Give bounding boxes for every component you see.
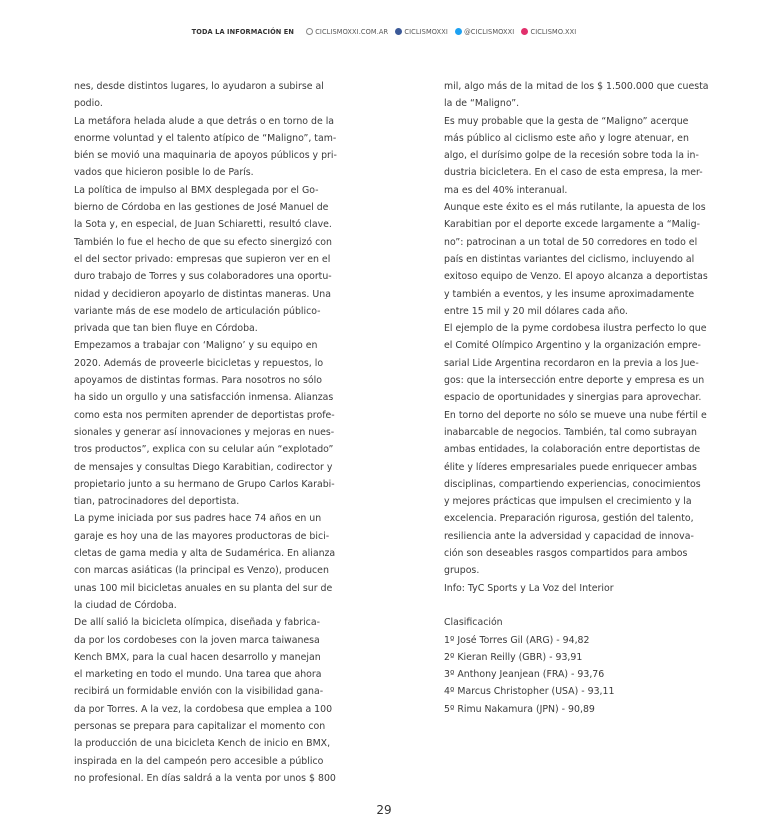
twitter-link[interactable]	[455, 28, 514, 36]
text-line: inspirada en la del campeón pero accesible a público	[74, 755, 324, 767]
text-line: excelencia. Preparación rigurosa, gestión del talento,	[444, 513, 694, 525]
text-line: bién se movió una maquinaria de apoyos públicos y pri-	[74, 150, 337, 162]
text-line: da por los cordobeses con la joven marca taiwanesa	[74, 634, 320, 646]
text-line: inabarcable de negocios. También, tal como subrayan	[444, 426, 697, 438]
text-line: algo, el durísimo golpe de la recesión sobre toda la in-	[444, 150, 699, 162]
text-line: nes, desde distintos lugares, lo ayudaron a subirse al	[74, 81, 324, 92]
text-line: tros productos”, explica con su celular aún “explotado”	[74, 444, 334, 456]
text-line: entre 15 mil y 20 mil dólares cada año.	[444, 305, 628, 317]
text-line: el marketing en todo el mundo. Una tarea que ahora	[74, 669, 322, 681]
text-line: La pyme iniciada por sus padres hace 74 años en un	[74, 513, 322, 525]
text-line: da por Torres. A la vez, la cordobesa que emplea a 100	[74, 703, 333, 715]
page-header	[0, 27, 768, 37]
facebook-icon	[395, 28, 402, 35]
text-line: el del sector privado: empresas que supieron ver en el	[74, 253, 331, 265]
text-line: ambas entidades, la colaboración entre deportistas de	[444, 444, 701, 456]
globe-icon	[306, 28, 313, 35]
page-number: 29	[376, 803, 392, 817]
website-text: CICLISMOXXI.COM.AR	[315, 28, 389, 36]
spacer	[444, 597, 712, 614]
text-line: y mejores prácticas que impulsen el crecimiento y la	[444, 496, 692, 508]
twitter-icon	[455, 28, 462, 35]
text-line: ción son deseables rasgos compartidos para ambos	[444, 548, 688, 560]
text-line: apoyamos de distintas formas. Para nosotros no sólo	[74, 375, 322, 387]
facebook-link[interactable]	[395, 28, 448, 36]
text-line: como esta nos permiten aprender de deportistas profe-	[74, 409, 335, 421]
text-line: ma es del 40% interanual.	[444, 184, 568, 196]
classification-entry: 3º Anthony Jeanjean (FRA) - 93,76	[444, 669, 605, 681]
right-column-text	[444, 78, 712, 597]
text-line: exitoso equipo de Venzo. El apoyo alcanza a deportistas	[444, 271, 708, 283]
text-line: no”: patrocinan a un total de 50 corredores en todo el	[444, 236, 698, 248]
text-line: no profesional. En días saldrá a la venta por unos $ 800	[74, 772, 336, 784]
text-line: la Sota y, en especial, de Juan Schiaretti, resultó clave.	[74, 219, 332, 231]
text-line: garaje es hoy una de las mayores productoras de bici-	[74, 530, 330, 542]
text-line: grupos.	[444, 565, 480, 577]
text-line: Aunque este éxito es el más rutilante, la apuesta de los	[444, 202, 706, 214]
text-line: vados que hicieron posible lo de París.	[74, 167, 254, 179]
text-line: la ciudad de Córdoba.	[74, 599, 177, 611]
right-column	[444, 78, 712, 718]
text-line: la producción de una bicicleta Kench de inicio en BMX,	[74, 738, 331, 750]
classification-entry: 5º Rimu Nakamura (JPN) - 90,89	[444, 703, 595, 715]
text-line: La metáfora helada alude a que detrás o en torno de la	[74, 115, 335, 127]
classification-entry: 4º Marcus Christopher (USA) - 93,11	[444, 686, 615, 698]
text-line: unas 100 mil bicicletas anuales en su planta del sur de	[74, 582, 333, 594]
text-line: privada que tan bien fluye en Córdoba.	[74, 323, 258, 335]
text-line: Kench BMX, para la cual hacen desarrollo y manejan	[74, 651, 321, 663]
text-line: y también a eventos, y les insume aproximadamente	[444, 288, 695, 300]
text-line: La política de impulso al BMX desplegada por el Go-	[74, 184, 319, 196]
instagram-icon	[521, 28, 528, 35]
text-line: nidad y decidieron apoyarlo de distintas maneras. Una	[74, 288, 331, 300]
text-line: Info: TyC Sports y La Voz del Interior	[444, 582, 614, 594]
text-line: el Comité Olímpico Argentino y la organización empre-	[444, 340, 701, 352]
text-line: Karabitian por el deporte excede largamente a “Malig-	[444, 219, 700, 231]
text-line: resiliencia ante la adversidad y capacidad de innova-	[444, 530, 694, 542]
text-line: espacio de oportunidades y sinergias para aprovechar.	[444, 392, 702, 404]
text-line: duro trabajo de Torres y sus colaboradores una oportu-	[74, 271, 332, 283]
header-label: TODA LA INFORMACIÓN EN	[191, 28, 295, 36]
text-line: personas se prepara para capitalizar el momento con	[74, 720, 326, 732]
text-line: recibirá un formidable envión con la visibilidad gana-	[74, 686, 324, 698]
text-line: El ejemplo de la pyme cordobesa ilustra perfecto lo que	[444, 323, 707, 335]
classification-list	[444, 632, 712, 718]
text-line: con marcas asiáticas (la principal es Venzo), producen	[74, 565, 329, 577]
text-line: propietario junto a su hermano de Grupo Carlos Karabi-	[74, 478, 335, 490]
text-line: En torno del deporte no sólo se mueve una nube fértil e	[444, 409, 707, 421]
text-line: Empezamos a trabajar con ‘Maligno’ y su equipo en	[74, 340, 318, 352]
left-column	[74, 78, 342, 787]
text-line: dustria bicicletera. En el caso de esta empresa, la mer-	[444, 167, 703, 179]
instagram-text: CICLISMO.XXI	[530, 28, 577, 36]
text-line: cletas de gama media y alta de Sudamérica. En alianza	[74, 548, 336, 560]
instagram-link[interactable]	[521, 28, 576, 36]
classification-entry: 2º Kieran Reilly (GBR) - 93,91	[444, 651, 583, 663]
text-line: de mensajes y consultas Diego Karabitian, codirector y	[74, 461, 333, 473]
text-line: enorme voluntad y el talento atípico de “Maligno”, tam-	[74, 132, 337, 144]
text-line: gos: que la intersección entre deporte y empresa es un	[444, 375, 705, 387]
text-line: país en distintas variantes del ciclismo, incluyendo al	[444, 253, 695, 265]
text-line: bierno de Córdoba en las gestiones de José Manuel de	[74, 202, 329, 214]
facebook-text: CICLISMOXXI	[404, 28, 448, 36]
website-link[interactable]	[306, 28, 388, 36]
text-line: mil, algo más de la mitad de los $ 1.500.000 que cuesta	[444, 81, 709, 92]
text-line: élite y líderes empresariales puede enriquecer ambas	[444, 461, 697, 473]
text-line: ha sido un orgullo y una satisfacción inmensa. Alianzas	[74, 392, 334, 404]
text-line: De allí salió la bicicleta olímpica, diseñada y fabrica-	[74, 617, 320, 629]
text-line: sionales y generar así innovaciones y mejoras en nues-	[74, 426, 335, 438]
text-line: También lo fue el hecho de que su efecto sinergizó con	[74, 236, 332, 248]
text-line: más público al ciclismo este año y logre atenuar, en	[444, 132, 689, 144]
text-line: la de “Maligno”.	[444, 98, 520, 110]
classification-entry: 1º José Torres Gil (ARG) - 94,82	[444, 634, 590, 646]
text-line: variante más de ese modelo de articulación público-	[74, 305, 321, 317]
classification-title: Clasificación	[444, 617, 503, 629]
twitter-text: @CICLISMOXXI	[464, 28, 515, 36]
text-line: Es muy probable que la gesta de “Maligno” acerque	[444, 115, 689, 127]
text-line: 2020. Además de proveerle bicicletas y repuestos, lo	[74, 357, 324, 369]
text-line: sarial Lide Argentina recordaron en la previa a los Jue-	[444, 357, 699, 369]
text-line: podio.	[74, 98, 103, 110]
text-line: tian, patrocinadores del deportista.	[74, 496, 240, 508]
text-line: disciplinas, compartiendo experiencias, conocimientos	[444, 478, 701, 490]
